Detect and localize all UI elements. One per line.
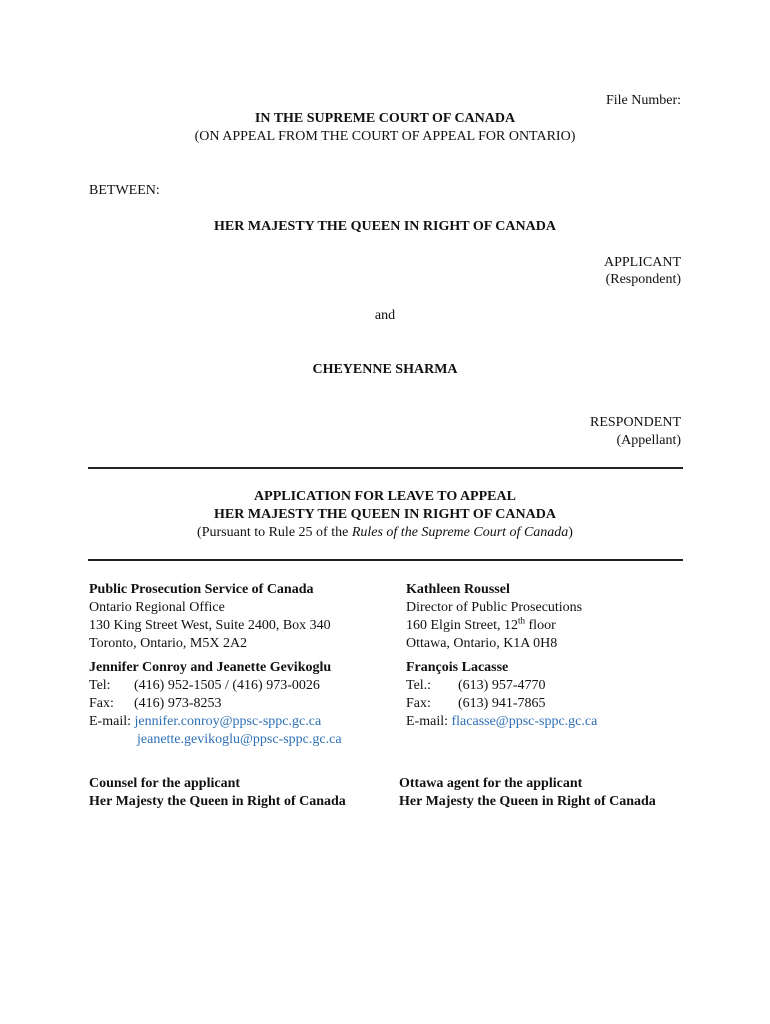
top-divider	[88, 467, 683, 469]
right-address1-sup: th	[518, 615, 526, 626]
right-email-row	[406, 713, 597, 731]
respondent-prior-role: (Appellant)	[616, 433, 681, 448]
left-contact-block	[89, 659, 342, 749]
right-role-1: Ottawa agent for the applicant	[399, 776, 583, 791]
right-email-link[interactable]: flacasse@ppsc-sppc.gc.ca	[451, 714, 598, 729]
left-role-block	[89, 775, 346, 811]
pursuant-prefix: (Pursuant to Rule 25 of the	[197, 525, 352, 540]
left-role-2: Her Majesty the Queen in Right of Canada	[89, 794, 346, 809]
right-title: Director of Public Prosecutions	[406, 600, 583, 615]
applicant-prior-role: (Respondent)	[605, 272, 681, 287]
left-office: Ontario Regional Office	[89, 600, 225, 615]
left-email-row	[89, 713, 342, 731]
right-address1-prefix: 160 Elgin Street, 12	[406, 618, 518, 633]
right-tel-label: Tel.:	[406, 678, 432, 693]
appeal-from: (ON APPEAL FROM THE COURT OF APPEAL FOR ONTARIO)	[194, 129, 576, 144]
left-address2: Toronto, Ontario, M5X 2A2	[89, 636, 248, 651]
left-fax-label: Fax:	[89, 696, 114, 711]
applicant-name: HER MAJESTY THE QUEEN IN RIGHT OF CANADA	[214, 219, 556, 234]
left-counsel-block	[89, 581, 331, 653]
left-counsel-names: Jennifer Conroy and Jeanette Gevikoglu	[89, 660, 332, 675]
right-agent-name: François Lacasse	[406, 660, 509, 675]
and-label: and	[374, 308, 396, 323]
left-role-1: Counsel for the applicant	[89, 776, 241, 791]
respondent-role: RESPONDENT	[589, 415, 681, 430]
right-fax: (613) 941-7865	[458, 696, 546, 711]
file-number-label: File Number:	[605, 93, 681, 108]
right-tel-row	[406, 677, 597, 695]
right-address1	[406, 617, 582, 635]
right-role-2: Her Majesty the Queen in Right of Canada	[399, 794, 656, 809]
between-label: BETWEEN:	[89, 183, 160, 198]
right-name: Kathleen Roussel	[406, 582, 510, 597]
left-email-label: E-mail:	[89, 714, 131, 729]
right-role-block	[399, 775, 656, 811]
respondent-name: CHEYENNE SHARMA	[312, 362, 458, 377]
left-tel: (416) 952-1505 / (416) 973-0026	[134, 678, 320, 693]
right-email-label: E-mail:	[406, 714, 448, 729]
bottom-divider	[88, 559, 683, 561]
right-address2: Ottawa, Ontario, K1A 0H8	[406, 636, 558, 651]
left-address1: 130 King Street West, Suite 2400, Box 340	[89, 618, 331, 633]
left-email-link-2[interactable]: jeanette.gevikoglu@ppsc-sppc.gc.ca	[137, 732, 342, 747]
pursuant-suffix: )	[568, 525, 573, 540]
right-address1-suffix: floor	[525, 618, 556, 633]
right-fax-label: Fax:	[406, 696, 431, 711]
right-fax-row	[406, 695, 597, 713]
applicant-role: APPLICANT	[603, 255, 681, 270]
left-org: Public Prosecution Service of Canada	[89, 582, 314, 597]
left-tel-row	[89, 677, 342, 695]
application-title: APPLICATION FOR LEAVE TO APPEAL	[254, 489, 516, 504]
right-counsel-block	[406, 581, 582, 653]
left-email-link-1[interactable]: jennifer.conroy@ppsc-sppc.gc.ca	[134, 714, 322, 729]
rules-title: Rules of the Supreme Court of Canada	[351, 525, 569, 540]
court-title: IN THE SUPREME COURT OF CANADA	[254, 111, 516, 126]
right-tel: (613) 957-4770	[458, 678, 546, 693]
pursuant-rule	[0, 524, 770, 542]
left-fax: (416) 973-8253	[134, 696, 222, 711]
left-tel-label: Tel:	[89, 678, 111, 693]
left-fax-row	[89, 695, 342, 713]
left-email-row-2	[89, 731, 342, 749]
right-contact-block	[406, 659, 597, 731]
application-subtitle: HER MAJESTY THE QUEEN IN RIGHT OF CANADA	[214, 507, 556, 522]
